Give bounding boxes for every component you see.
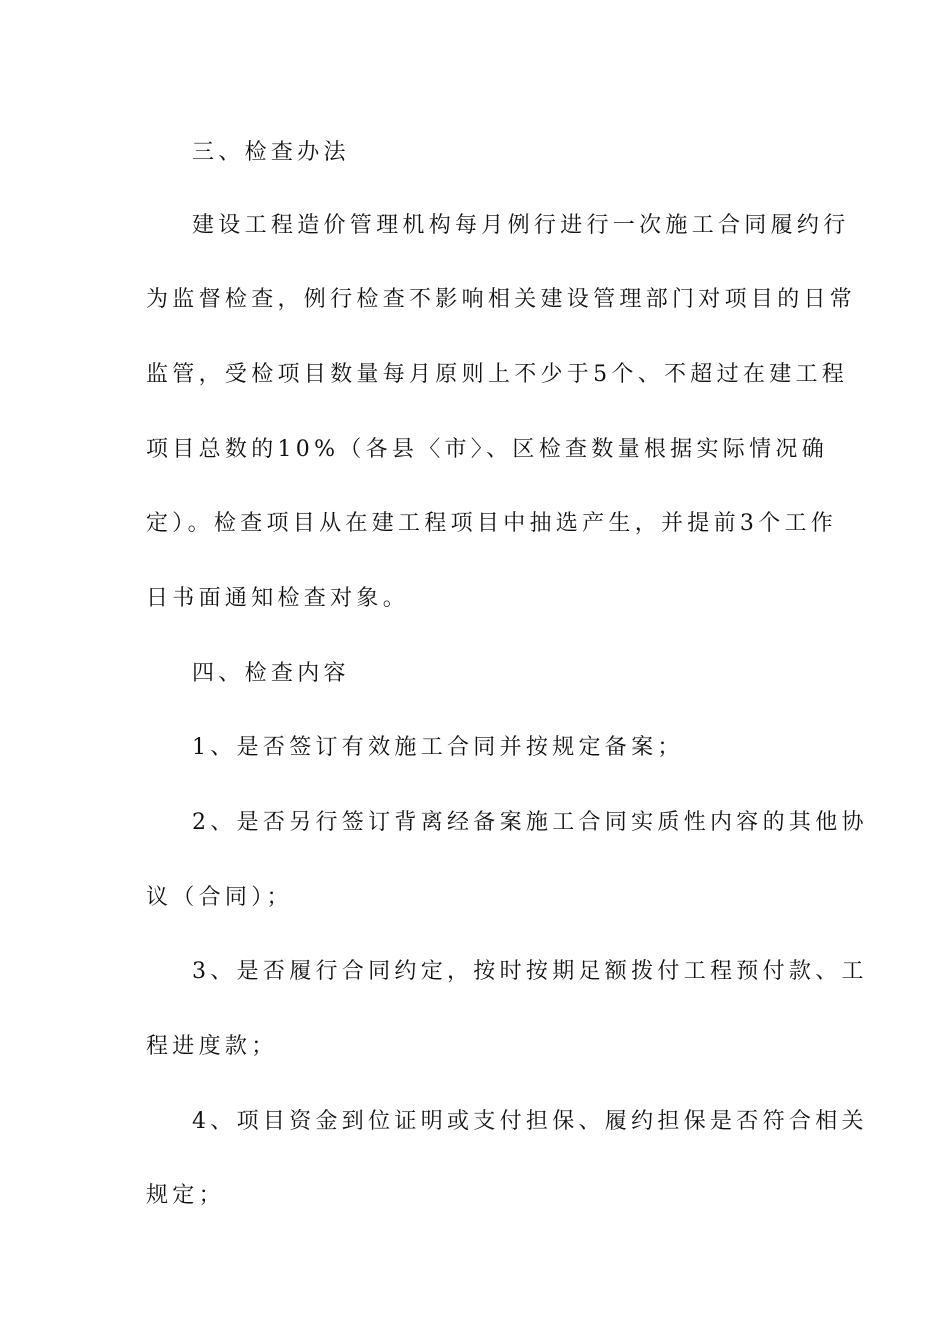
list-item: 4、项目资金到位证明或支付担保、履约担保是否符合相关 <box>192 1109 868 1134</box>
list-item-continuation: 议（合同）； <box>146 885 293 910</box>
list-item-continuation: 程进度款； <box>146 1034 278 1059</box>
paragraph-line: 建设工程造价管理机构每月例行进行一次施工合同履约行 <box>192 213 850 238</box>
paragraph-line: 监管，受检项目数量每月原则上不少于5个、不超过在建工程 <box>146 362 849 387</box>
list-item: 1、是否签订有效施工合同并按规定备案； <box>192 735 684 760</box>
section-heading-4: 四、检查内容 <box>192 661 350 686</box>
paragraph-line: 项目总数的10%（各县〈市〉、区检查数量根据实际情况确 <box>146 437 828 462</box>
paragraph-line: 定）。检查项目从在建工程项目中抽选产生，并提前3个工作 <box>146 511 838 536</box>
paragraph-line: 日书面通知检查对象。 <box>146 586 410 611</box>
paragraph-line: 为监督检查，例行检查不影响相关建设管理部门对项目的日常 <box>146 287 857 312</box>
list-item: 2、是否另行签订背离经备案施工合同实质性内容的其他协 <box>192 810 868 835</box>
list-item-continuation: 规定； <box>146 1183 225 1208</box>
section-heading-3: 三、检查办法 <box>192 140 350 165</box>
list-item: 3、是否履行合同约定，按时按期足额拨付工程预付款、工 <box>192 959 868 984</box>
